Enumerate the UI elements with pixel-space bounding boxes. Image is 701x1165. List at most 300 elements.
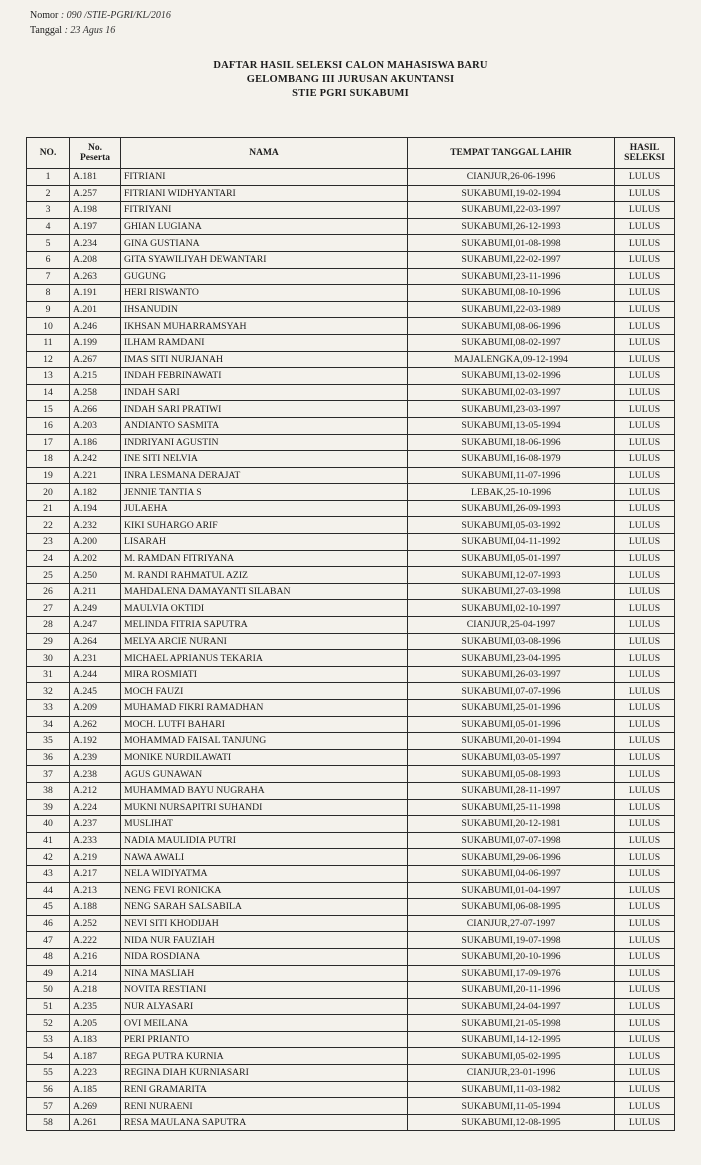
selection-result: LULUS [615,816,675,833]
table-row [27,401,675,418]
student-name: MICHAEL APRIANUS TEKARIA [121,650,408,667]
row-number: 15 [27,401,70,418]
birth-place-date: SUKABUMI,05-03-1992 [408,517,615,534]
row-number: 1 [27,169,70,186]
participant-number: A.202 [70,550,121,567]
row-number: 50 [27,982,70,999]
birth-place-date: SUKABUMI,20-10-1996 [408,948,615,965]
participant-number: A.199 [70,334,121,351]
table-row [27,368,675,385]
row-number: 19 [27,467,70,484]
participant-number: A.219 [70,849,121,866]
birth-place-date: SUKABUMI,03-08-1996 [408,633,615,650]
row-number: 12 [27,351,70,368]
selection-result: LULUS [615,484,675,501]
birth-place-date: SUKABUMI,02-10-1997 [408,600,615,617]
birth-place-date: SUKABUMI,27-03-1998 [408,583,615,600]
student-name: NENG FEVI RONICKA [121,882,408,899]
table-row [27,318,675,335]
row-number: 6 [27,251,70,268]
participant-number: A.223 [70,1065,121,1082]
birth-place-date: SUKABUMI,13-02-1996 [408,368,615,385]
table-row [27,982,675,999]
selection-result: LULUS [615,1065,675,1082]
table-row [27,899,675,916]
participant-number: A.224 [70,799,121,816]
selection-result: LULUS [615,832,675,849]
birth-place-date: MAJALENGKA,09-12-1994 [408,351,615,368]
institution-name: STIE PGRI SUKABUMI [292,88,409,99]
selection-result: LULUS [615,318,675,335]
selection-result: LULUS [615,401,675,418]
selection-result: LULUS [615,451,675,468]
selection-result: LULUS [615,1098,675,1115]
table-row [27,650,675,667]
table-row [27,1048,675,1065]
table-row [27,384,675,401]
participant-number: A.209 [70,700,121,717]
student-name: FITRIANI [121,169,408,186]
row-number: 18 [27,451,70,468]
birth-place-date: SUKABUMI,20-11-1996 [408,982,615,999]
birth-place-date: SUKABUMI,16-08-1979 [408,451,615,468]
selection-result: LULUS [615,169,675,186]
student-name: MELYA ARCIE NURANI [121,633,408,650]
table-body [27,169,675,1131]
selection-result: LULUS [615,600,675,617]
selection-result: LULUS [615,849,675,866]
selection-result: LULUS [615,633,675,650]
tanggal-label: Tanggal [30,25,63,36]
student-name: MONIKE NURDILAWATI [121,749,408,766]
birth-place-date: CIANJUR,27-07-1997 [408,915,615,932]
selection-result: LULUS [615,998,675,1015]
table-row [27,832,675,849]
birth-place-date: CIANJUR,26-06-1996 [408,169,615,186]
row-number: 56 [27,1081,70,1098]
participant-number: A.264 [70,633,121,650]
participant-number: A.182 [70,484,121,501]
student-name: MOHAMMAD FAISAL TANJUNG [121,733,408,750]
student-name: NIDA NUR FAUZIAH [121,932,408,949]
student-name: MOCH. LUTFI BAHARI [121,716,408,733]
table-row [27,1015,675,1032]
birth-place-date: SUKABUMI,04-06-1997 [408,865,615,882]
birth-place-date: SUKABUMI,05-02-1995 [408,1048,615,1065]
table-row [27,600,675,617]
row-number: 30 [27,650,70,667]
birth-place-date: SUKABUMI,11-03-1982 [408,1081,615,1098]
birth-place-date: SUKABUMI,23-04-1995 [408,650,615,667]
birth-place-date: SUKABUMI,26-09-1993 [408,500,615,517]
selection-result: LULUS [615,384,675,401]
birth-place-date: SUKABUMI,05-01-1997 [408,550,615,567]
table-row [27,351,675,368]
student-name: LISARAH [121,534,408,551]
table-row [27,1114,675,1131]
birth-place-date: CIANJUR,23-01-1996 [408,1065,615,1082]
selection-result: LULUS [615,517,675,534]
selection-result: LULUS [615,534,675,551]
participant-number: A.218 [70,982,121,999]
table-row [27,301,675,318]
participant-number: A.201 [70,301,121,318]
selection-result: LULUS [615,467,675,484]
column-header-ttl: TEMPAT TANGGAL LAHIR [408,138,615,169]
participant-number: A.237 [70,816,121,833]
birth-place-date: SUKABUMI,01-08-1998 [408,235,615,252]
participant-number: A.194 [70,500,121,517]
row-number: 9 [27,301,70,318]
column-header-hasil [615,138,675,169]
participant-number: A.246 [70,318,121,335]
student-name: INE SITI NELVIA [121,451,408,468]
participant-number: A.258 [70,384,121,401]
row-number: 23 [27,534,70,551]
birth-place-date: SUKABUMI,23-11-1996 [408,268,615,285]
row-number: 31 [27,666,70,683]
row-number: 51 [27,998,70,1015]
selection-result: LULUS [615,1015,675,1032]
participant-number: A.231 [70,650,121,667]
row-number: 7 [27,268,70,285]
row-number: 16 [27,417,70,434]
participant-number: A.234 [70,235,121,252]
birth-place-date: SUKABUMI,12-07-1993 [408,567,615,584]
birth-place-date: SUKABUMI,21-05-1998 [408,1015,615,1032]
student-name: OVI MEILANA [121,1015,408,1032]
participant-number: A.252 [70,915,121,932]
row-number: 49 [27,965,70,982]
selection-result: LULUS [615,268,675,285]
row-number: 57 [27,1098,70,1115]
birth-place-date: SUKABUMI,01-04-1997 [408,882,615,899]
birth-place-date: SUKABUMI,08-06-1996 [408,318,615,335]
participant-number: A.242 [70,451,121,468]
selection-result: LULUS [615,799,675,816]
table-row [27,849,675,866]
table-row [27,467,675,484]
table-row [27,633,675,650]
table-row [27,484,675,501]
table-row [27,534,675,551]
selection-result: LULUS [615,368,675,385]
row-number: 25 [27,567,70,584]
table-row [27,932,675,949]
table-row [27,169,675,186]
birth-place-date: SUKABUMI,11-05-1994 [408,1098,615,1115]
birth-place-date: SUKABUMI,08-02-1997 [408,334,615,351]
participant-number: A.197 [70,218,121,235]
selection-result: LULUS [615,567,675,584]
student-name: FITRIANI WIDHYANTARI [121,185,408,202]
row-number: 37 [27,766,70,783]
student-name: NUR ALYASARI [121,998,408,1015]
student-name: M. RAMDAN FITRIYANA [121,550,408,567]
birth-place-date: SUKABUMI,22-03-1989 [408,301,615,318]
selection-result: LULUS [615,982,675,999]
nomor-label: Nomor [30,10,59,21]
table-row [27,185,675,202]
column-header-nama: NAMA [121,138,408,169]
student-name: MUHAMAD FIKRI RAMADHAN [121,700,408,717]
column-header-peserta [70,138,121,169]
table-row [27,235,675,252]
birth-place-date: SUKABUMI,18-06-1996 [408,434,615,451]
birth-place-date: LEBAK,25-10-1996 [408,484,615,501]
participant-number: A.238 [70,766,121,783]
row-number: 28 [27,617,70,634]
participant-number: A.232 [70,517,121,534]
row-number: 24 [27,550,70,567]
row-number: 3 [27,202,70,219]
selection-result: LULUS [615,650,675,667]
row-number: 10 [27,318,70,335]
selection-result: LULUS [615,417,675,434]
student-name: NIDA ROSDIANA [121,948,408,965]
birth-place-date: SUKABUMI,19-07-1998 [408,932,615,949]
participant-number: A.200 [70,534,121,551]
selection-result: LULUS [615,1081,675,1098]
selection-result: LULUS [615,235,675,252]
student-name: NINA MASLIAH [121,965,408,982]
participant-number: A.261 [70,1114,121,1131]
student-name: REGA PUTRA KURNIA [121,1048,408,1065]
table-row [27,882,675,899]
birth-place-date: SUKABUMI,20-12-1981 [408,816,615,833]
selection-result: LULUS [615,749,675,766]
selection-result: LULUS [615,617,675,634]
student-name: ANDIANTO SASMITA [121,417,408,434]
student-name: MUHAMMAD BAYU NUGRAHA [121,782,408,799]
student-name: INDAH SARI [121,384,408,401]
selection-result: LULUS [615,932,675,949]
participant-number: A.216 [70,948,121,965]
row-number: 35 [27,733,70,750]
participant-number: A.222 [70,932,121,949]
birth-place-date: SUKABUMI,29-06-1996 [408,849,615,866]
row-number: 58 [27,1114,70,1131]
birth-place-date: CIANJUR,25-04-1997 [408,617,615,634]
row-number: 22 [27,517,70,534]
row-number: 39 [27,799,70,816]
column-header-peserta-line2: Peserta [79,153,111,163]
table-row [27,998,675,1015]
selection-result: LULUS [615,434,675,451]
table-row [27,683,675,700]
table-row [27,766,675,783]
participant-number: A.269 [70,1098,121,1115]
table-row [27,749,675,766]
student-name: IKHSAN MUHARRAMSYAH [121,318,408,335]
selection-result: LULUS [615,301,675,318]
birth-place-date: SUKABUMI,22-03-1997 [408,202,615,219]
participant-number: A.208 [70,251,121,268]
student-name: AGUS GUNAWAN [121,766,408,783]
birth-place-date: SUKABUMI,05-08-1993 [408,766,615,783]
row-number: 34 [27,716,70,733]
row-number: 55 [27,1065,70,1082]
selection-results-table [26,137,675,1131]
row-number: 20 [27,484,70,501]
selection-result: LULUS [615,185,675,202]
selection-result: LULUS [615,202,675,219]
participant-number: A.181 [70,169,121,186]
selection-result: LULUS [615,500,675,517]
table-row [27,617,675,634]
selection-result: LULUS [615,251,675,268]
birth-place-date: SUKABUMI,17-09-1976 [408,965,615,982]
student-name: RENI GRAMARITA [121,1081,408,1098]
selection-result: LULUS [615,865,675,882]
table-row [27,500,675,517]
participant-number: A.244 [70,666,121,683]
student-name: MAULVIA OKTIDI [121,600,408,617]
row-number: 33 [27,700,70,717]
student-name: NAWA AWALI [121,849,408,866]
birth-place-date: SUKABUMI,02-03-1997 [408,384,615,401]
birth-place-date: SUKABUMI,12-08-1995 [408,1114,615,1131]
row-number: 8 [27,285,70,302]
birth-place-date: SUKABUMI,19-02-1994 [408,185,615,202]
table-row [27,451,675,468]
participant-number: A.257 [70,185,121,202]
participant-number: A.188 [70,899,121,916]
birth-place-date: SUKABUMI,25-01-1996 [408,700,615,717]
selection-result: LULUS [615,1114,675,1131]
table-row [27,1031,675,1048]
birth-place-date: SUKABUMI,04-11-1992 [408,534,615,551]
student-name: INDAH SARI PRATIWI [121,401,408,418]
table-row [27,799,675,816]
student-name: ILHAM RAMDANI [121,334,408,351]
table-row [27,550,675,567]
student-name: MUKNI NURSAPITRI SUHANDI [121,799,408,816]
student-name: HERI RISWANTO [121,285,408,302]
student-name: M. RANDI RAHMATUL AZIZ [121,567,408,584]
participant-number: A.215 [70,368,121,385]
table-row [27,915,675,932]
selection-result: LULUS [615,899,675,916]
selection-result: LULUS [615,1031,675,1048]
birth-place-date: SUKABUMI,20-01-1994 [408,733,615,750]
participant-number: A.239 [70,749,121,766]
student-name: MUSLIHAT [121,816,408,833]
table-row [27,716,675,733]
selection-result: LULUS [615,334,675,351]
row-number: 26 [27,583,70,600]
table-row [27,1081,675,1098]
participant-number: A.191 [70,285,121,302]
birth-place-date: SUKABUMI,07-07-1998 [408,832,615,849]
document-title: DAFTAR HASIL SELEKSI CALON MAHASISWA BARU [213,60,488,71]
student-name: MAHDALENA DAMAYANTI SILABAN [121,583,408,600]
birth-place-date: SUKABUMI,22-02-1997 [408,251,615,268]
row-number: 42 [27,849,70,866]
selection-result: LULUS [615,716,675,733]
participant-number: A.185 [70,1081,121,1098]
birth-place-date: SUKABUMI,14-12-1995 [408,1031,615,1048]
table-row [27,965,675,982]
table-row [27,1065,675,1082]
table-row [27,517,675,534]
participant-number: A.183 [70,1031,121,1048]
birth-place-date: SUKABUMI,03-05-1997 [408,749,615,766]
row-number: 2 [27,185,70,202]
participant-number: A.187 [70,1048,121,1065]
participant-number: A.203 [70,417,121,434]
participant-number: A.233 [70,832,121,849]
birth-place-date: SUKABUMI,23-03-1997 [408,401,615,418]
participant-number: A.198 [70,202,121,219]
row-number: 43 [27,865,70,882]
participant-number: A.214 [70,965,121,982]
table-row [27,417,675,434]
birth-place-date: SUKABUMI,05-01-1996 [408,716,615,733]
table-row [27,733,675,750]
birth-place-date: SUKABUMI,25-11-1998 [408,799,615,816]
row-number: 38 [27,782,70,799]
participant-number: A.267 [70,351,121,368]
row-number: 5 [27,235,70,252]
row-number: 17 [27,434,70,451]
table-row [27,567,675,584]
row-number: 45 [27,899,70,916]
nomor-line [30,10,171,22]
table-row [27,816,675,833]
participant-number: A.262 [70,716,121,733]
student-name: NEVI SITI KHODIJAH [121,915,408,932]
table-header-row [27,138,675,169]
participant-number: A.266 [70,401,121,418]
participant-number: A.217 [70,865,121,882]
table-row [27,202,675,219]
nomor-value: : 090 /STIE-PGRI/KL/2016 [60,10,171,21]
table-row [27,782,675,799]
participant-number: A.235 [70,998,121,1015]
birth-place-date: SUKABUMI,11-07-1996 [408,467,615,484]
row-number: 11 [27,334,70,351]
participant-number: A.249 [70,600,121,617]
table-row [27,334,675,351]
table-row [27,268,675,285]
table-row [27,251,675,268]
row-number: 47 [27,932,70,949]
tanggal-value: : 23 Agus 16 [64,25,116,36]
column-header-hasil-line1: HASIL [629,143,660,153]
participant-number: A.263 [70,268,121,285]
participant-number: A.250 [70,567,121,584]
student-name: NENG SARAH SALSABILA [121,899,408,916]
student-name: IHSANUDIN [121,301,408,318]
table-row [27,666,675,683]
selection-result: LULUS [615,915,675,932]
row-number: 54 [27,1048,70,1065]
row-number: 13 [27,368,70,385]
student-name: INDAH FEBRINAWATI [121,368,408,385]
student-name: MELINDA FITRIA SAPUTRA [121,617,408,634]
participant-number: A.211 [70,583,121,600]
row-number: 44 [27,882,70,899]
student-name: FITRIYANI [121,202,408,219]
column-header-peserta-line1: No. [88,143,102,153]
row-number: 46 [27,915,70,932]
participant-number: A.205 [70,1015,121,1032]
column-header-no: NO. [27,138,70,169]
selection-result: LULUS [615,700,675,717]
row-number: 48 [27,948,70,965]
birth-place-date: SUKABUMI,13-05-1994 [408,417,615,434]
